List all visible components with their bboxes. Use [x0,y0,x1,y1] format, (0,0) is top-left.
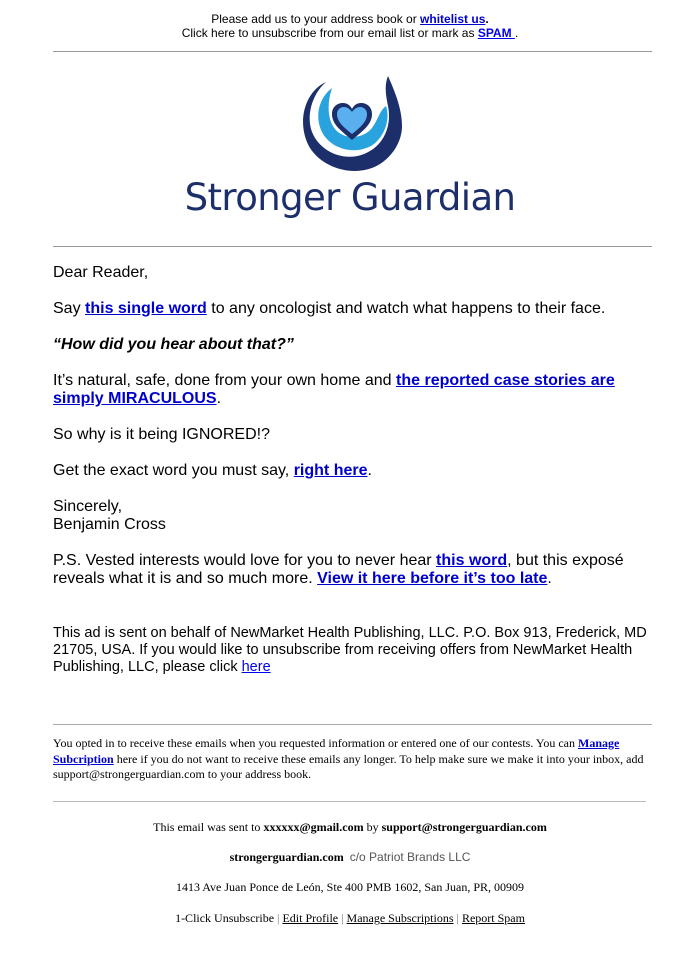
p3-suffix: . [216,390,222,407]
p1-suffix: to any oncologist and watch what happens to their face. [206,300,606,317]
sender-email: support@strongerguardian.com [381,820,547,834]
p3-prefix: It’s natural, safe, done from your own home and [53,372,397,389]
footer-address: 1413 Ave Juan Ponce de León, Ste 400 PMB 1602, San Juan, PR, 00909 [175,880,525,894]
footer-sent-to [0,820,700,834]
optin-prefix: You opted in to receive these emails when you requested information or entered one of our contests. You can [53,736,578,750]
preheader-whitelist-text: Please add us to your address book or [211,12,421,26]
preheader-period: . [485,12,489,26]
ps-mid: , but this exposé reveals what it is and so much more. [53,552,624,587]
divider-optin [53,724,652,725]
separator: | [277,911,280,925]
quote: “How did you hear about that?” [53,336,294,353]
recipient-email: xxxxxx@gmail.com [263,820,364,834]
preheader-whitelist [0,12,700,26]
p1-prefix: Say [53,300,86,317]
preheader-unsubscribe-text: Click here to unsubscribe from our email list or mark as [181,26,478,40]
separator: | [341,911,344,925]
paragraph-single-word [53,300,653,318]
p5-prefix: Get the exact word you must say, [53,462,294,479]
signature [53,498,653,534]
footer-links [0,911,700,925]
divider-top [53,51,652,52]
ps-prefix: P.S. Vested interests would love for you to never hear [53,552,437,569]
sent-by: by [363,820,382,834]
divider-footer [53,801,646,802]
this-word-link[interactable]: this word [436,552,508,569]
unsubscribe-here-link[interactable]: here [241,659,271,675]
right-here-link[interactable]: right here [293,462,368,479]
paragraph-exact-word [53,462,653,480]
report-spam-link[interactable]: Report Spam [461,911,525,925]
spam-link[interactable]: SPAM [477,26,515,40]
p5-suffix: . [367,462,372,479]
manage-subscriptions-link[interactable]: Manage Subscriptions [346,911,454,925]
view-it-here-link[interactable]: View it here before it’s too late [317,570,548,587]
preheader-unsubscribe [0,26,700,40]
case-stories-link[interactable]: the reported case stories are simply MIRACULOUS [53,372,615,407]
signoff: Sincerely, [53,498,123,515]
separator: | [456,911,459,925]
optin-notice [53,736,653,783]
brand-name: Stronger Guardian [184,176,516,219]
paragraph-ignored: So why is it being IGNORED!? [53,426,270,443]
footer-company [0,850,700,864]
one-click-unsubscribe[interactable]: 1-Click Unsubscribe [175,911,275,925]
manage-subscription-link[interactable]: Manage Subcription [53,736,620,766]
optin-suffix: here if you do not want to receive these emails any longer. To help make sure we make it into your inbox, add support@strongerguardian.com to your address book. [53,751,644,781]
signer-name: Benjamin Cross [53,516,166,533]
legal-notice [53,625,653,676]
preheader-period-2: . [514,26,519,40]
legal-text: This ad is sent on behalf of NewMarket Health Publishing, LLC. P.O. Box 913, Frederick, MD 21705, USA. If you would like to unsubscribe from receiving offers from NewMarket Health Publishing, LLC, please click [53,625,647,675]
sent-prefix: This email was sent to [153,820,264,834]
footer-domain: strongerguardian.com [229,850,344,864]
heart-hands-logo-icon[interactable] [298,70,406,178]
postscript [53,552,653,588]
ps-suffix: . [547,570,552,587]
greeting: Dear Reader, [53,264,149,281]
footer-care-of: c/o Patriot Brands LLC [349,850,471,864]
single-word-link[interactable]: this single word [85,300,207,317]
edit-profile-link[interactable]: Edit Profile [282,911,339,925]
whitelist-link[interactable]: whitelist us [420,12,486,26]
paragraph-natural [53,372,653,408]
divider-header [53,246,652,247]
